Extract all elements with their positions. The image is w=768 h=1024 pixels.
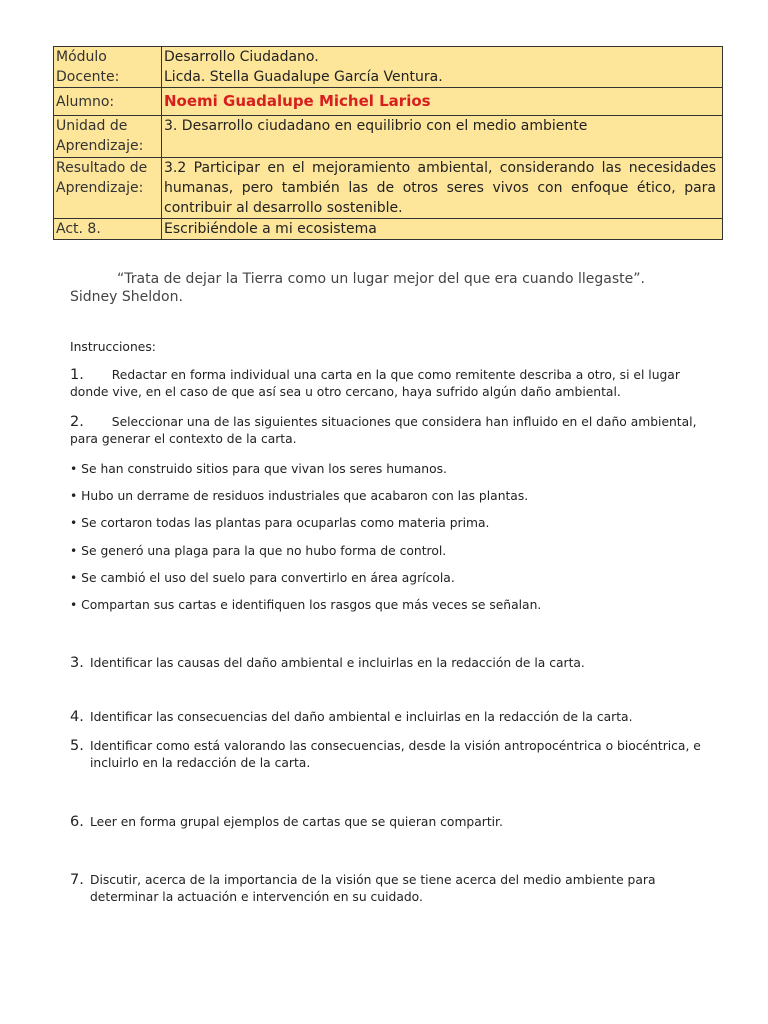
bullet-item: • Se generó una plaga para la que no hubo forma de control. — [70, 544, 447, 558]
step-3 — [70, 655, 720, 672]
row-act — [54, 219, 723, 240]
header-table — [53, 46, 723, 240]
modulo-value: Desarrollo Ciudadano. — [162, 47, 723, 68]
alumno-label: Alumno: — [54, 88, 162, 116]
quote-text: “Trata de dejar la Tierra como un lugar mejor del que era cuando llegaste”. — [117, 271, 645, 287]
act-value: Escribiéndole a mi ecosistema — [162, 219, 723, 240]
quote-block — [70, 270, 730, 306]
row-modulo — [54, 47, 723, 68]
quote-author: Sidney Sheldon. — [70, 289, 183, 305]
row-docente — [54, 67, 723, 88]
bullet-item: • Se cambió el uso del suelo para convertirlo en área agrícola. — [70, 571, 455, 585]
bullet-item: • Compartan sus cartas e identifiquen los rasgos que más veces se señalan. — [70, 598, 542, 612]
resultado-label: Resultado de Aprendizaje: — [54, 158, 162, 219]
resultado-value: 3.2 Participar en el mejoramiento ambiental, considerando las necesidades humanas, pero también las de otros seres vivos con enfoque ético, para contribuir al desarrollo sostenible. — [162, 158, 723, 219]
docente-value: Licda. Stella Guadalupe García Ventura. — [162, 67, 723, 88]
step-3-text: Identificar las causas del daño ambiental e incluirlas en la redacción de la carta. — [90, 656, 585, 670]
student-name: Noemi Guadalupe Michel Larios — [164, 92, 431, 110]
step-2-text: Seleccionar una de las siguientes situaciones que considera han influido en el daño ambiental, para generar el contexto de la carta. — [70, 415, 697, 446]
bullet-item: • Se han construido sitios para que vivan los seres humanos. — [70, 462, 447, 476]
act-label: Act. 8. — [54, 219, 162, 240]
step-5-number: 5. — [70, 738, 84, 754]
docente-label: Docente: — [54, 67, 162, 88]
step-5-text: Identificar como está valorando las consecuencias, desde la visión antropocéntrica o biocéntrica, e incluirlo en la redacción de la carta. — [90, 739, 701, 770]
unidad-value: 3. Desarrollo ciudadano en equilibrio con el medio ambiente — [162, 116, 723, 158]
step-2-number: 2. — [70, 414, 84, 430]
unidad-label: Unidad de Aprendizaje: — [54, 116, 162, 158]
step-4-text: Identificar las consecuencias del daño ambiental e incluirlas en la redacción de la carta. — [90, 710, 633, 724]
step-1 — [70, 367, 720, 401]
step-3-number: 3. — [70, 655, 84, 671]
bullet-item: • Hubo un derrame de residuos industriales que acabaron con las plantas. — [70, 489, 529, 503]
step-1-text: Redactar en forma individual una carta en la que como remitente describa a otro, si el lugar donde vive, en el caso de que así sea u otro cercano, haya sufrido algún daño ambiental. — [70, 368, 680, 399]
step-7-number: 7. — [70, 872, 84, 888]
row-alumno — [54, 88, 723, 116]
row-resultado — [54, 158, 723, 219]
row-unidad — [54, 116, 723, 158]
step-4 — [70, 709, 720, 726]
step-2 — [70, 414, 720, 448]
instructions-title: Instrucciones: — [70, 340, 156, 354]
step-4-number: 4. — [70, 709, 84, 725]
step-5 — [70, 738, 720, 772]
bullet-item: • Se cortaron todas las plantas para ocuparlas como materia prima. — [70, 516, 490, 530]
step-7-text: Discutir, acerca de la importancia de la visión que se tiene acerca del medio ambiente para determinar la actuación e intervención en su cuidado. — [90, 873, 656, 904]
step-6-text: Leer en forma grupal ejemplos de cartas que se quieran compartir. — [90, 815, 503, 829]
step-6 — [70, 814, 720, 831]
step-1-number: 1. — [70, 367, 84, 383]
step-7 — [70, 872, 720, 906]
step-6-number: 6. — [70, 814, 84, 830]
modulo-label: Módulo — [54, 47, 162, 68]
